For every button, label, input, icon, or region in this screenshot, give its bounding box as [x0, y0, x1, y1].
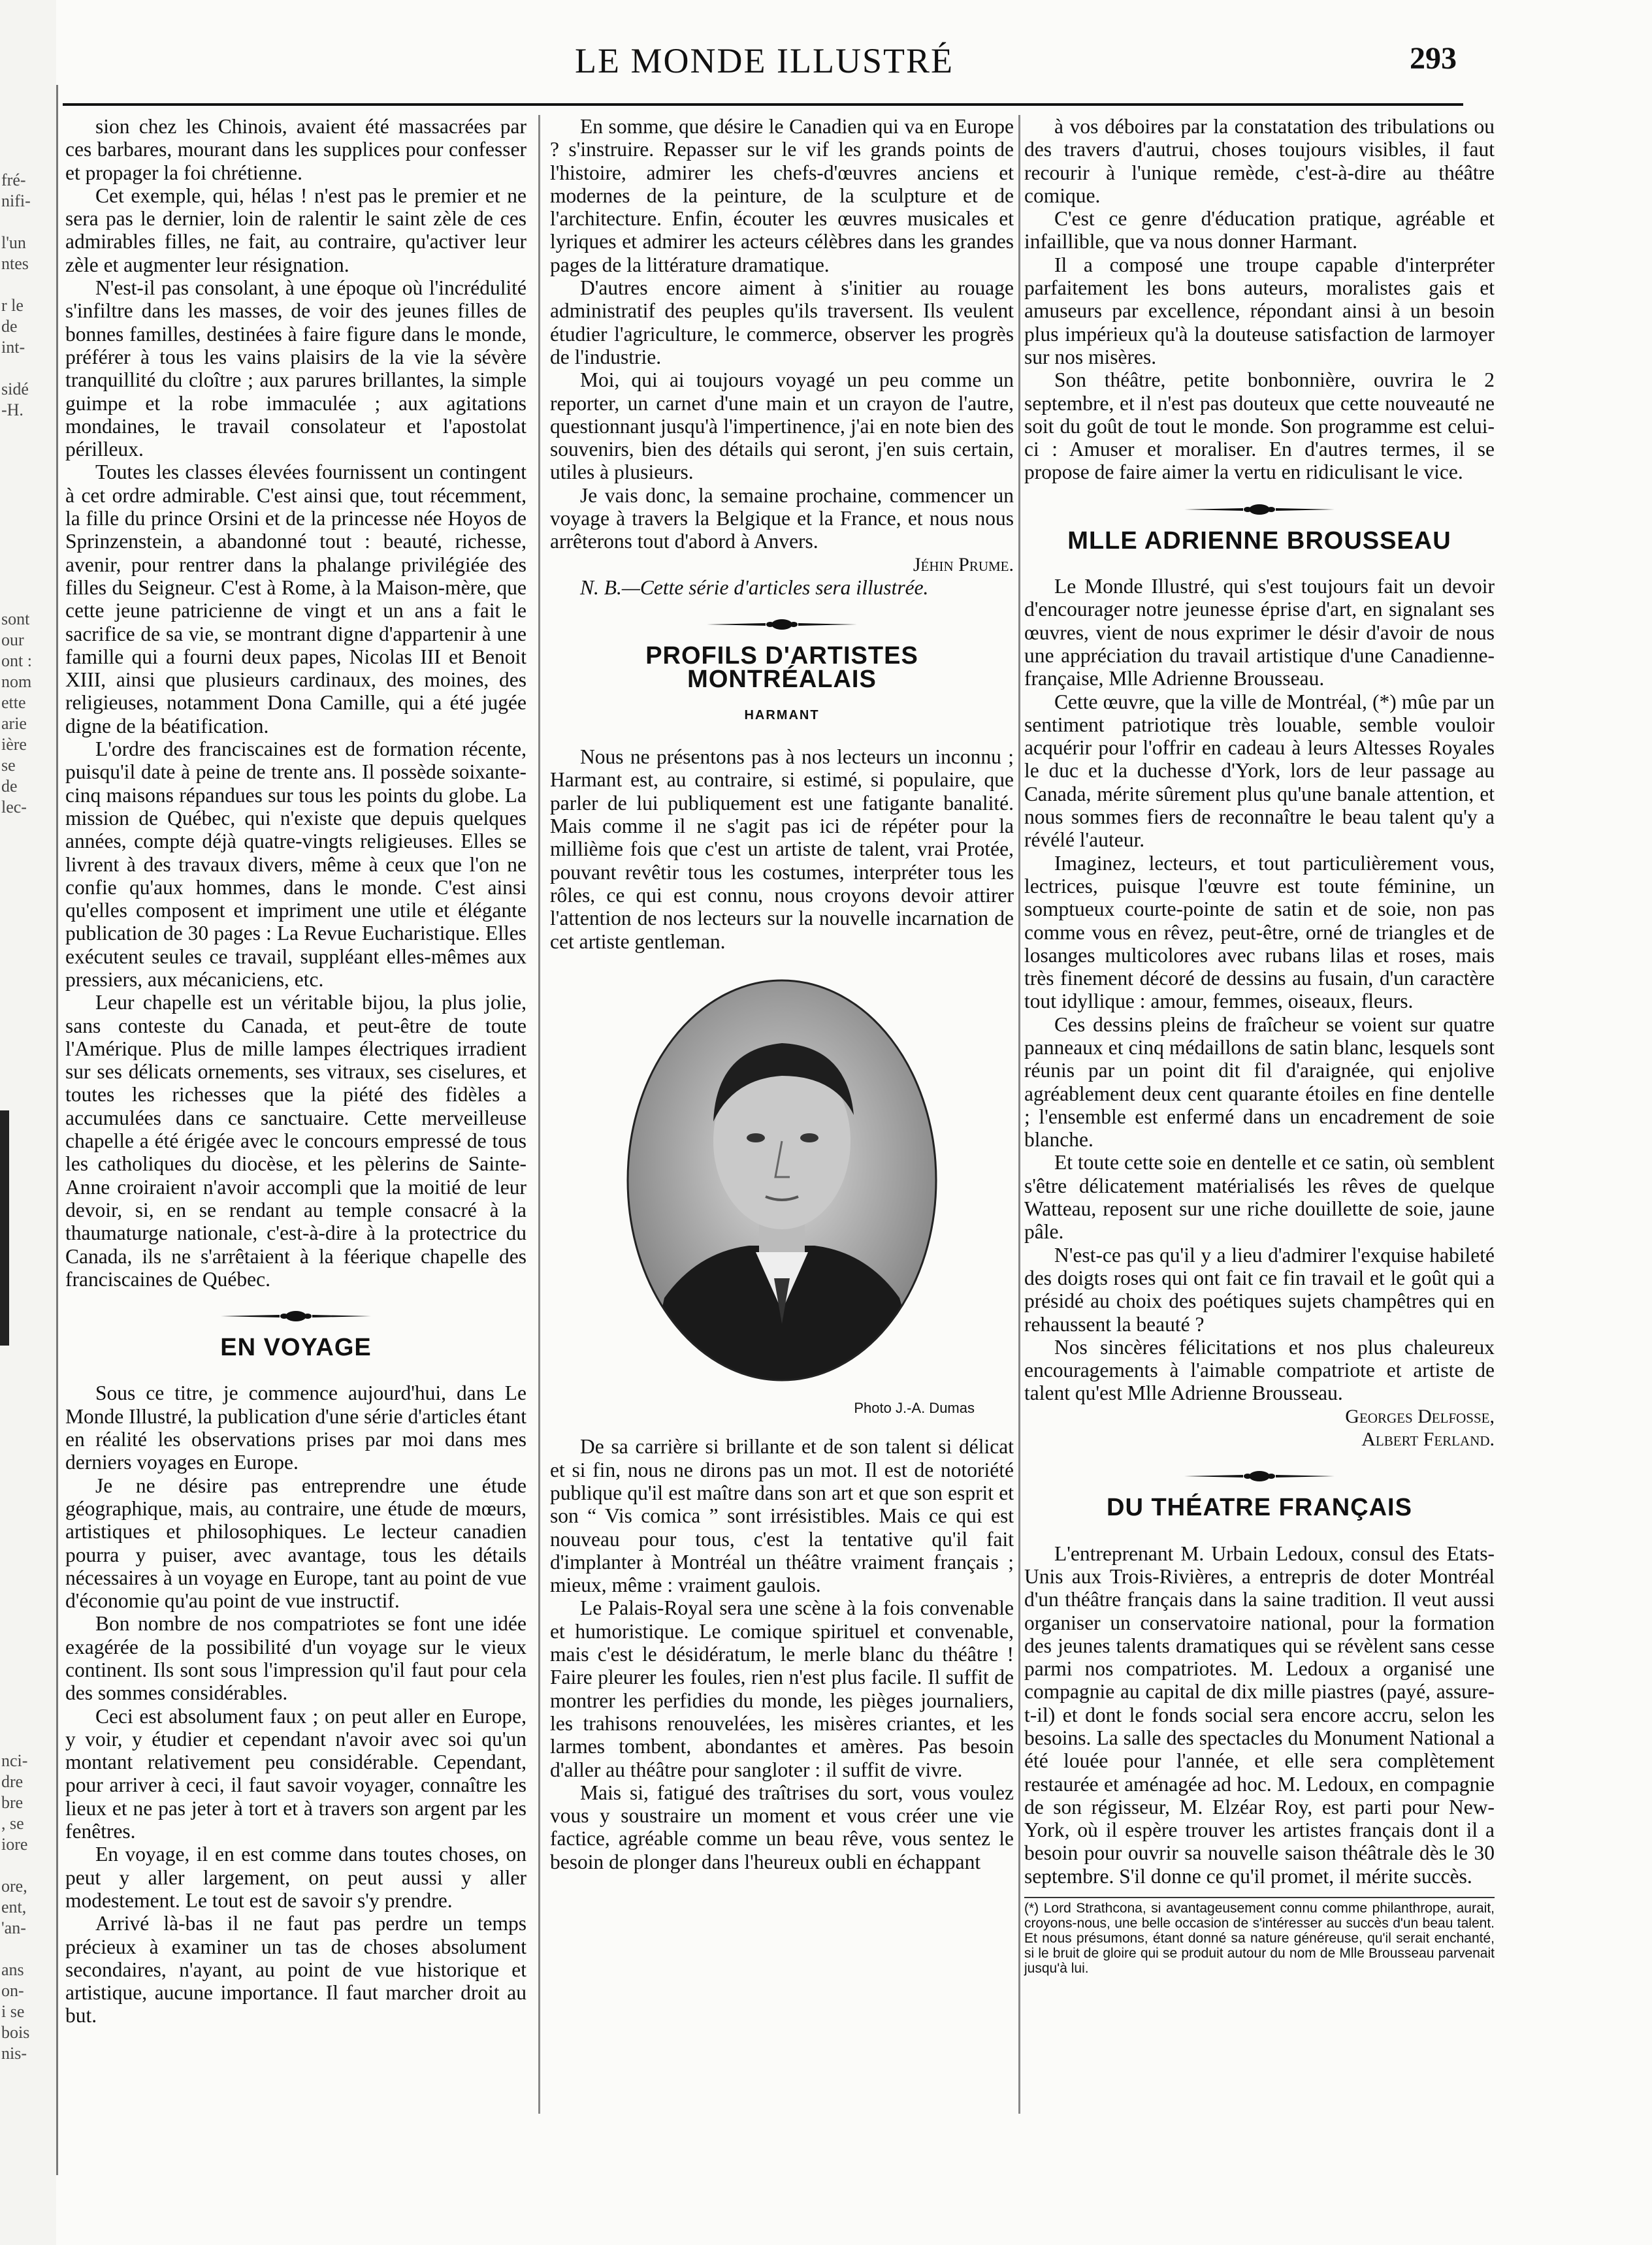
margin-fragment [1, 442, 54, 462]
margin-fragment: 'an- [1, 1918, 26, 1937]
section-title-brousseau: MLLE ADRIENNE BROUSSEAU [1067, 526, 1451, 555]
margin-fragment: -H. [1, 400, 24, 419]
article-profils-cont [550, 1435, 1014, 1873]
paragraph: En voyage, il en est comme dans toutes choses, on peut y aller largement, on peut aussi y aller modestement. Le tout est de savoir s'y prendre. [65, 1843, 526, 1912]
margin-fragment: sidé [1, 380, 29, 398]
margin-fragment: , se [1, 1814, 24, 1833]
binding-shadow [0, 1110, 9, 1346]
footnote: (*) Lord Strathcona, si avantageusement connu comme philanthrope, aurait, croyons-nous, une belle occasion de s'intéresser au succès d'un beau talent. Et nous présumons, étant donné sa nature généreuse, qu'il serait enchanté, si le bruit de gloire qui se produit autour du nom de Mlle Brousseau parvenait jusqu'à lui. [1024, 1897, 1495, 1976]
signature: Jéhin Prume. [913, 553, 1014, 575]
paragraph: à vos déboires par la constatation des tribulations ou des travers d'autrui, choses toujours visibles, il faut recourir à l'unique remède, c'est-à-dire au théâtre comique. [1024, 115, 1495, 207]
margin-fragment: iore [1, 1835, 28, 1854]
page-edge-rule [56, 85, 58, 2175]
article-brousseau [1024, 575, 1495, 1405]
page-number: 293 [1410, 41, 1457, 76]
column-3 [1024, 115, 1495, 1976]
margin-fragment: nis- [1, 2044, 27, 2063]
margin-fragment [1, 588, 54, 609]
section-subtitle: HARMANT [744, 707, 820, 722]
article-profils-end [1024, 115, 1495, 484]
margin-fragment: ière [1, 735, 27, 754]
margin-fragment: ette [1, 693, 26, 712]
paragraph: L'ordre des franciscaines est de formation récente, puisqu'il date à peine de trente ans. Il possède soixante-cinq maisons répandues sur tous les points du globe. La mission de Québec, qui n'existe que depuis quelques années, compte déjà quatre-vingts religieuses. Elles se livrent à des travaux divers, même à ceux que l'on ne confie qu'aux hommes, dans le monde. C'est ainsi qu'elles composent et impriment une utile et élégante publication de 30 pages : La Revue Eucharistique. Elles exécutent seules ce travail, suppléant elles-mêmes aux pressiers, aux mécaniciens, etc. [65, 737, 526, 991]
margin-fragment: ore, [1, 1877, 27, 1896]
signature: Albert Ferland. [1361, 1429, 1495, 1451]
article-theatre [1024, 1542, 1495, 1888]
paragraph: Le Monde Illustré, qui s'est toujours fait un devoir d'encourager notre jeunesse éprise d'art, en signalant ses œuvres, vient de nous exprimer le désir d'avoir de nous une appréciation du travail artistique d'une Canadienne-française, Mlle Adrienne Brousseau. [1024, 575, 1495, 690]
adjacent-page-margin [0, 0, 56, 2245]
margin-fragment: de [1, 317, 18, 336]
paragraph: De sa carrière si brillante et de son talent si délicat et si fin, nous ne dirons pas un mot. Il est de notoriété publique qu'il est maître dans son art et que son esprit et son “ Vis comica ” sont irrésistibles. Mais ce qui est nouveau pour tous, c'est la tentative qu'il fait d'implanter à Montréal un théâtre vraiment français ; mieux, même : vraiment gaulois. [550, 1435, 1014, 1597]
paragraph: Toutes les classes élevées fournissent un contingent à cet ordre admirable. C'est ainsi que, tout récemment, la fille du prince Orsini et de la princesse née Hoyos de Sprinzenstein, a abandonné tout : beauté, richesse, avenir, pour rentrer dans la phalange privilégiée des filles du Seigneur. C'est à Rome, à la Maison-mère, que cette jeune patricienne de vingt et un ans a fait le sacrifice de sa vie, se montrant digne d'appartenir à une famille qui a fourni deux papes, Nicolas III et Benoit XIII, ainsi que plusieurs cardinaux, des moines, des religieuses, notamment Dona Camille, qui a été jugée digne de la béatification. [65, 460, 526, 737]
article-en-voyage [65, 1381, 526, 2027]
margin-fragment: int- [1, 338, 25, 357]
margin-fragment: de [1, 777, 18, 796]
margin-fragment [1, 212, 54, 233]
column-2 [550, 115, 1014, 1873]
margin-fragment [1, 1939, 54, 1960]
paragraph: D'autres encore aiment à s'initier au rouage administratif des peuples qu'ils traversent. Ils veulent étudier l'agriculture, le commerce, observer les progrès de l'industrie. [550, 276, 1014, 368]
margin-fragment: ent, [1, 1898, 27, 1916]
margin-fragment [1, 462, 54, 483]
margin-fragment: dre [1, 1772, 24, 1791]
margin-fragment: l'un [1, 233, 26, 252]
margin-fragment: bois [1, 2023, 30, 2042]
paragraph: Arrivé là-bas il ne faut pas perdre un temps précieux à examiner un tas de choses absolument secondaires, n'ayant, au point de vue historique et artistique, aucune importance. Il faut marcher droit au but. [65, 1912, 526, 2027]
paragraph: Ceci est absolument faux ; on peut aller en Europe, y voir, y étudier et cependant n'avoir avec soi qu'un montant relativement peu considérable. Cependant, pour arriver à ceci, il faut savoir voyager, connaître les lieux et ne pas jeter à tort et à travers son argent par les fenêtres. [65, 1704, 526, 1843]
section-title-profils: PROFILS D'ARTISTES MONTRÉALAIS [645, 642, 918, 693]
header-rule [63, 103, 1463, 106]
margin-fragment: on- [1, 1981, 24, 2000]
paragraph: Je ne désire pas entreprendre une étude géographique, mais, au contraire, une étude de mœurs, artistiques et philosophiques. Le lecteur canadien pourra y puiser, avec avantage, tous les détails nécessaires à un voyage en Europe, tant au point de vue d'économie qu'au point de vue instructif. [65, 1474, 526, 1613]
paragraph: En somme, que désire le Canadien qui va en Europe ? s'instruire. Repasser sur le vif les grands points de l'histoire, admirer les chefs-d'œuvres anciens et modernes de la peinture, de la sculpture et de l'architecture. Enfin, écouter les œuvres musicales et lyriques et admirer les acteurs célèbres dans les grandes pages de la littérature dramatique. [550, 115, 1014, 276]
margin-fragment: ntes [1, 254, 29, 273]
margin-fragment: fré- [1, 170, 26, 189]
paragraph: Nos sincères félicitations et nos plus chaleureux encouragements à l'aimable compatriote et artiste de talent qu'est Mlle Adrienne Brousseau. [1024, 1335, 1495, 1405]
ornament-rule-icon [1024, 1469, 1495, 1486]
masthead: LE MONDE ILLUSTRÉ [575, 41, 954, 80]
article-profils [550, 745, 1014, 953]
margin-fragment [1, 504, 54, 525]
margin-fragment: i se [1, 2002, 25, 2021]
margin-fragment: bre [1, 1793, 24, 1812]
paragraph: Ces dessins pleins de fraîcheur se voient sur quatre panneaux et cinq médaillons de satin blanc, lesquels sont réunis par un point dit fil d'araignée, qui enjolive agréablement deux cent quarante étoiles en fine dentelle ; l'ensemble est enfermé dans un encadrement de soie blanche. [1024, 1012, 1495, 1152]
portrait-image [619, 971, 945, 1389]
margin-fragment: ans [1, 1960, 24, 1979]
signature: Georges Delfosse, [1345, 1405, 1495, 1427]
margin-fragment [1, 274, 54, 295]
column-1 [65, 115, 526, 2027]
margin-fragment [1, 1855, 54, 1876]
margin-fragment: nom [1, 672, 32, 691]
adjacent-page-text-lower [1, 1751, 54, 2064]
nota-bene: N. B.—Cette série d'articles sera illustrée. [580, 575, 929, 599]
article-en-voyage-cont [550, 115, 1014, 553]
paragraph: Je vais donc, la semaine prochaine, commencer un voyage à travers la Belgique et la France, et nous nous arrêterons tout d'abord à Anvers. [550, 483, 1014, 553]
column-divider [1018, 115, 1020, 2114]
margin-fragment [1, 421, 54, 442]
ornament-rule-icon [707, 617, 857, 632]
margin-fragment [1, 483, 54, 504]
portrait-photo [612, 971, 952, 1394]
margin-fragment: r le [1, 296, 24, 315]
paragraph: Il a composé une troupe capable d'interpréter parfaitement les bons auteurs, moralistes gais et amuseurs par excellence, répondant ainsi à un besoin plus impérieux qu'à la douteuse satisfaction de larmoyer sur nos misères. [1024, 253, 1495, 368]
paragraph: N'est-ce pas qu'il y a lieu d'admirer l'exquise habileté des doigts roses qui ont fait ce fin travail et le goût qui a présidé au choix des poétiques sujets champêtres qui en rehaussent la beauté ? [1024, 1243, 1495, 1336]
margin-fragment: lec- [1, 798, 27, 816]
article-franciscaines [65, 115, 526, 1291]
margin-fragment: ont : [1, 651, 32, 670]
paragraph: Imaginez, lecteurs, et tout particulièrement vous, lectrices, puisque l'œuvre est toute féminine, un somptueux courte-pointe de satin et de soie, non pas comme vous en rêvez, peut-être, orné de triangles et de losanges multicolores avec rubans lilas et roses, mais très finement décoré de dessins au fusain, d'un caractère tout idyllique : amour, femmes, oiseaux, fleurs. [1024, 851, 1495, 1013]
paragraph: L'entreprenant M. Urbain Ledoux, consul des Etats-Unis aux Trois-Rivières, a entrepris de doter Montréal d'un théâtre français dans la saine tradition. Il veut aussi organiser un conservatoire national, pour la formation des jeunes talents dramatiques qui se révèlent sans cesse parmi nos compatriotes. M. Ledoux a organisé une compagnie au capital de dix mille piastres (payé, assure-t-il) et dont le fonds social sera encore accru, selon les besoins. La salle des spectacles du Monument National a été louée pour l'année, et elle sera complètement restaurée et aménagée ad hoc. M. Ledoux, en compagnie de son régisseur, M. Elzéar Roy, est parti pour New-York, où il espère trouver les artistes français dont il a besoin pour ouvrir sa nouvelle saison théâtrale dès le 30 septembre. S'il donne ce qu'il promet, il mérite succès. [1024, 1542, 1495, 1888]
adjacent-page-text-upper [1, 170, 54, 818]
paragraph: Nous ne présentons pas à nos lecteurs un inconnu ; Harmant est, au contraire, si estimé, si populaire, que parler de lui publiquement est une fatigante banalité. Mais comme il ne s'agit pas ici de répéter pour la millième fois que c'est un artiste de talent, vrai Protée, pouvant revêtir tous les costumes, interpréter tous les rôles, ce qui est connu, nous croyons devoir attirer l'attention de nos lecteurs sur la nouvelle incarnation de cet artiste gentleman. [550, 745, 1014, 953]
paragraph: sion chez les Chinois, avaient été massacrées par ces barbares, mourant dans les supplices pour confesser et propager la foi chrétienne. [65, 115, 526, 184]
margin-fragment: nci- [1, 1751, 28, 1770]
paragraph: Et toute cette soie en dentelle et ce satin, où semblent s'être délicatement matérialisés les rêves de quelque Watteau, reposent sur une riche douillette de soie, jaune pâle. [1024, 1151, 1495, 1244]
paragraph: Leur chapelle est un véritable bijou, la plus jolie, sans conteste du Canada, et peut-être de toute l'Amérique. Plus de mille lampes électriques irradient sur ses délicats ornements, ses vitraux, ses ciselures, et toutes les richesses que la piété des fidèles a accumulées dans ce sanctuaire. Cette merveilleuse chapelle a été érigée avec le concours empressé de tous les catholiques du diocèse, et les pèlerins de Sainte-Anne croiraient n'avoir accompli que la moitié de leur devoir, si, en se rendant au temple consacré à la thaumaturge nationale, c'est-à-dire à la protectrice du Canada, ils ne s'arrêtaient à la féerique chapelle des franciscaines de Québec. [65, 991, 526, 1291]
margin-fragment: nifi- [1, 191, 31, 210]
ornament-rule-icon [1184, 1469, 1335, 1483]
ornament-rule-icon [65, 1309, 526, 1326]
paragraph: Bon nombre de nos compatriotes se font une idée exagérée de la possibilité d'un voyage sur le vieux continent. Ils sont sous l'impression qu'il faut pour cela des sommes considérables. [65, 1612, 526, 1705]
margin-fragment: se [1, 756, 16, 775]
margin-fragment [1, 525, 54, 546]
margin-fragment: our [1, 630, 24, 649]
paragraph: Le Palais-Royal sera une scène à la fois convenable et humoristique. Le comique spirituel et convenable, mais c'est le désidératum, le merle blanc du théâtre ! Faire pleurer les foules, rien n'est plus facile. Il suffit de montrer les perfidies du monde, les pièges journaliers, les trahisons renouvelées, les misères criantes, et les larmes tombent, abondantes et amères. Pas besoin d'aller au théâtre pour sangloter : il suffit de vivre. [550, 1596, 1014, 1781]
ornament-rule-icon [550, 617, 1014, 634]
section-title-theatre: DU THÉATRE FRANÇAIS [1107, 1494, 1412, 1522]
margin-fragment [1, 546, 54, 567]
margin-fragment [1, 358, 54, 379]
photo-caption: Photo J.-A. Dumas [854, 1400, 975, 1417]
paragraph: Son théâtre, petite bonbonnière, ouvrira le 2 septembre, et il n'est pas douteux que cette nouveauté ne soit du goût de tout le monde. Son programme est celui-ci : Amuser et moraliser. En d'autres termes, il se propose de faire aimer la vertu en ridiculisant le vice. [1024, 368, 1495, 484]
ornament-rule-icon [1024, 502, 1495, 519]
page-header [72, 40, 1457, 99]
ornament-rule-icon [221, 1309, 371, 1323]
margin-fragment [1, 567, 54, 588]
ornament-rule-icon [1184, 502, 1335, 517]
paragraph: Mais si, fatigué des traîtrises du sort, vous voulez vous y soustraire un moment et vous créer une vie factice, agréable comme un beau rêve, vous sentez le besoin de plonger dans l'heureux oubli en échappant [550, 1781, 1014, 1873]
section-title-en-voyage: EN VOYAGE [220, 1334, 372, 1362]
margin-fragment: sont [1, 609, 30, 628]
paragraph: Moi, qui ai toujours voyagé un peu comme un reporter, un carnet d'une main et un crayon de l'autre, questionnant jusqu'à l'impertinence, j'ai en note bien des souvenirs, bien des détails qui seront, j'en suis certain, utiles à plusieurs. [550, 368, 1014, 484]
paragraph: C'est ce genre d'éducation pratique, agréable et infaillible, que va nous donner Harmant. [1024, 207, 1495, 253]
paragraph: Sous ce titre, je commence aujourd'hui, dans Le Monde Illustré, la publication d'une série d'articles étant en réalité les observations prises par moi dans mes derniers voyages en Europe. [65, 1381, 526, 1474]
paragraph: Cette œuvre, que la ville de Montréal, (*) mûe par un sentiment patriotique très louable, semble vouloir acquérir pour l'offrir en cadeau à leurs Altesses Royales le duc et la duchesse d'York, lors de leur passage au Canada, mérite sûrement plus qu'une banale attention, et nous sommes fiers de reconnaître le beau talent qu'y a révélé l'auteur. [1024, 690, 1495, 852]
paragraph: N'est-il pas consolant, à une époque où l'incrédulité s'infiltre dans les masses, de voir des jeunes filles de bonnes familles, destinées à faire figure dans le monde, préférer à tous les vains plaisirs de la vie la sévère tranquillité du cloître ; aux parures brillantes, la simple guimpe et la robe immaculée ; aux agitations mondaines, le travail consolateur et l'apostolat périlleux. [65, 276, 526, 461]
column-divider [538, 115, 540, 2114]
margin-fragment: arie [1, 714, 27, 733]
paragraph: Cet exemple, qui, hélas ! n'est pas le premier et ne sera pas le dernier, loin de ralentir le saint zèle de ces admirables filles, ne fait, au contraire, qu'activer leur zèle et augmenter leur résignation. [65, 184, 526, 276]
